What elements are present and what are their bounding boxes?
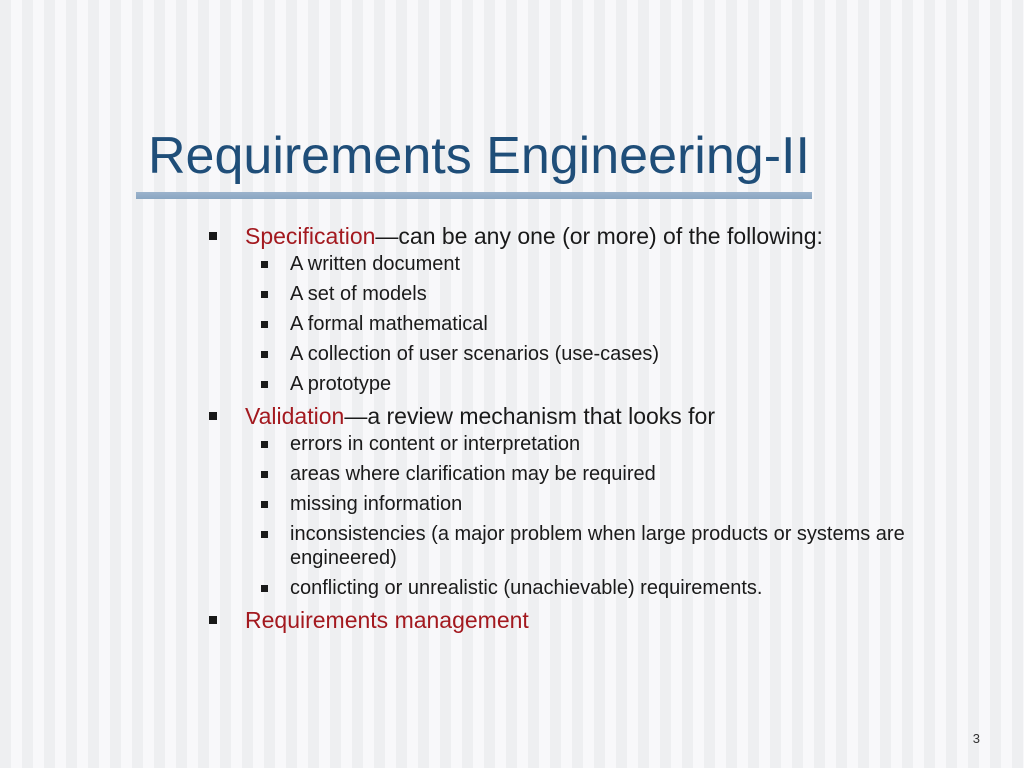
sub-bullet bbox=[245, 522, 968, 570]
square-bullet-icon bbox=[261, 471, 268, 478]
sub-bullet bbox=[245, 342, 968, 366]
square-bullet-icon bbox=[261, 381, 268, 388]
bullet-requirements-management bbox=[208, 606, 968, 634]
square-bullet-icon bbox=[209, 232, 217, 240]
sub-bullet bbox=[245, 576, 968, 600]
sub-bullet bbox=[245, 282, 968, 306]
sub-bullet-text: A collection of user scenarios (use-cases) bbox=[290, 343, 660, 365]
bullet-heading: Requirements management bbox=[245, 607, 529, 633]
bullet-heading: Specification bbox=[245, 223, 376, 249]
bullet-list bbox=[208, 218, 968, 634]
bullet-text: —a review mechanism that looks for bbox=[344, 403, 716, 429]
sub-bullet bbox=[245, 372, 968, 396]
sub-bullet-text: errors in content or interpretation bbox=[290, 433, 581, 455]
square-bullet-icon bbox=[261, 585, 268, 592]
title-underline bbox=[136, 192, 812, 199]
square-bullet-icon bbox=[261, 531, 268, 538]
sub-list-validation bbox=[245, 432, 968, 600]
sub-bullet-text: missing information bbox=[290, 493, 463, 515]
sub-bullet bbox=[245, 492, 968, 516]
sub-bullet-text: A written document bbox=[290, 253, 461, 275]
sub-bullet-text: A prototype bbox=[290, 373, 392, 395]
square-bullet-icon bbox=[261, 261, 268, 268]
square-bullet-icon bbox=[209, 616, 217, 624]
square-bullet-icon bbox=[261, 351, 268, 358]
sub-bullet bbox=[245, 252, 968, 276]
sub-bullet-text: conflicting or unrealistic (unachievable) requirements. bbox=[290, 577, 763, 599]
square-bullet-icon bbox=[261, 291, 268, 298]
slide-title: Requirements Engineering-II bbox=[148, 127, 810, 185]
bullet-specification bbox=[208, 222, 968, 396]
sub-bullet-text: areas where clarification may be required bbox=[290, 463, 656, 485]
sub-bullet bbox=[245, 432, 968, 456]
square-bullet-icon bbox=[261, 501, 268, 508]
sub-bullet-text: A set of models bbox=[290, 283, 427, 305]
bullet-validation bbox=[208, 402, 968, 600]
square-bullet-icon bbox=[209, 412, 217, 420]
sub-bullet-text: A formal mathematical bbox=[290, 313, 488, 335]
bullet-text: —can be any one (or more) of the following: bbox=[375, 223, 823, 249]
square-bullet-icon bbox=[261, 441, 268, 448]
bullet-heading: Validation bbox=[245, 403, 345, 429]
sub-bullet bbox=[245, 462, 968, 486]
sub-bullet bbox=[245, 312, 968, 336]
sub-list-specification bbox=[245, 252, 968, 396]
page-number: 3 bbox=[972, 731, 980, 746]
sub-bullet-text: inconsistencies (a major problem when large products or systems are engineered) bbox=[290, 523, 905, 569]
square-bullet-icon bbox=[261, 321, 268, 328]
